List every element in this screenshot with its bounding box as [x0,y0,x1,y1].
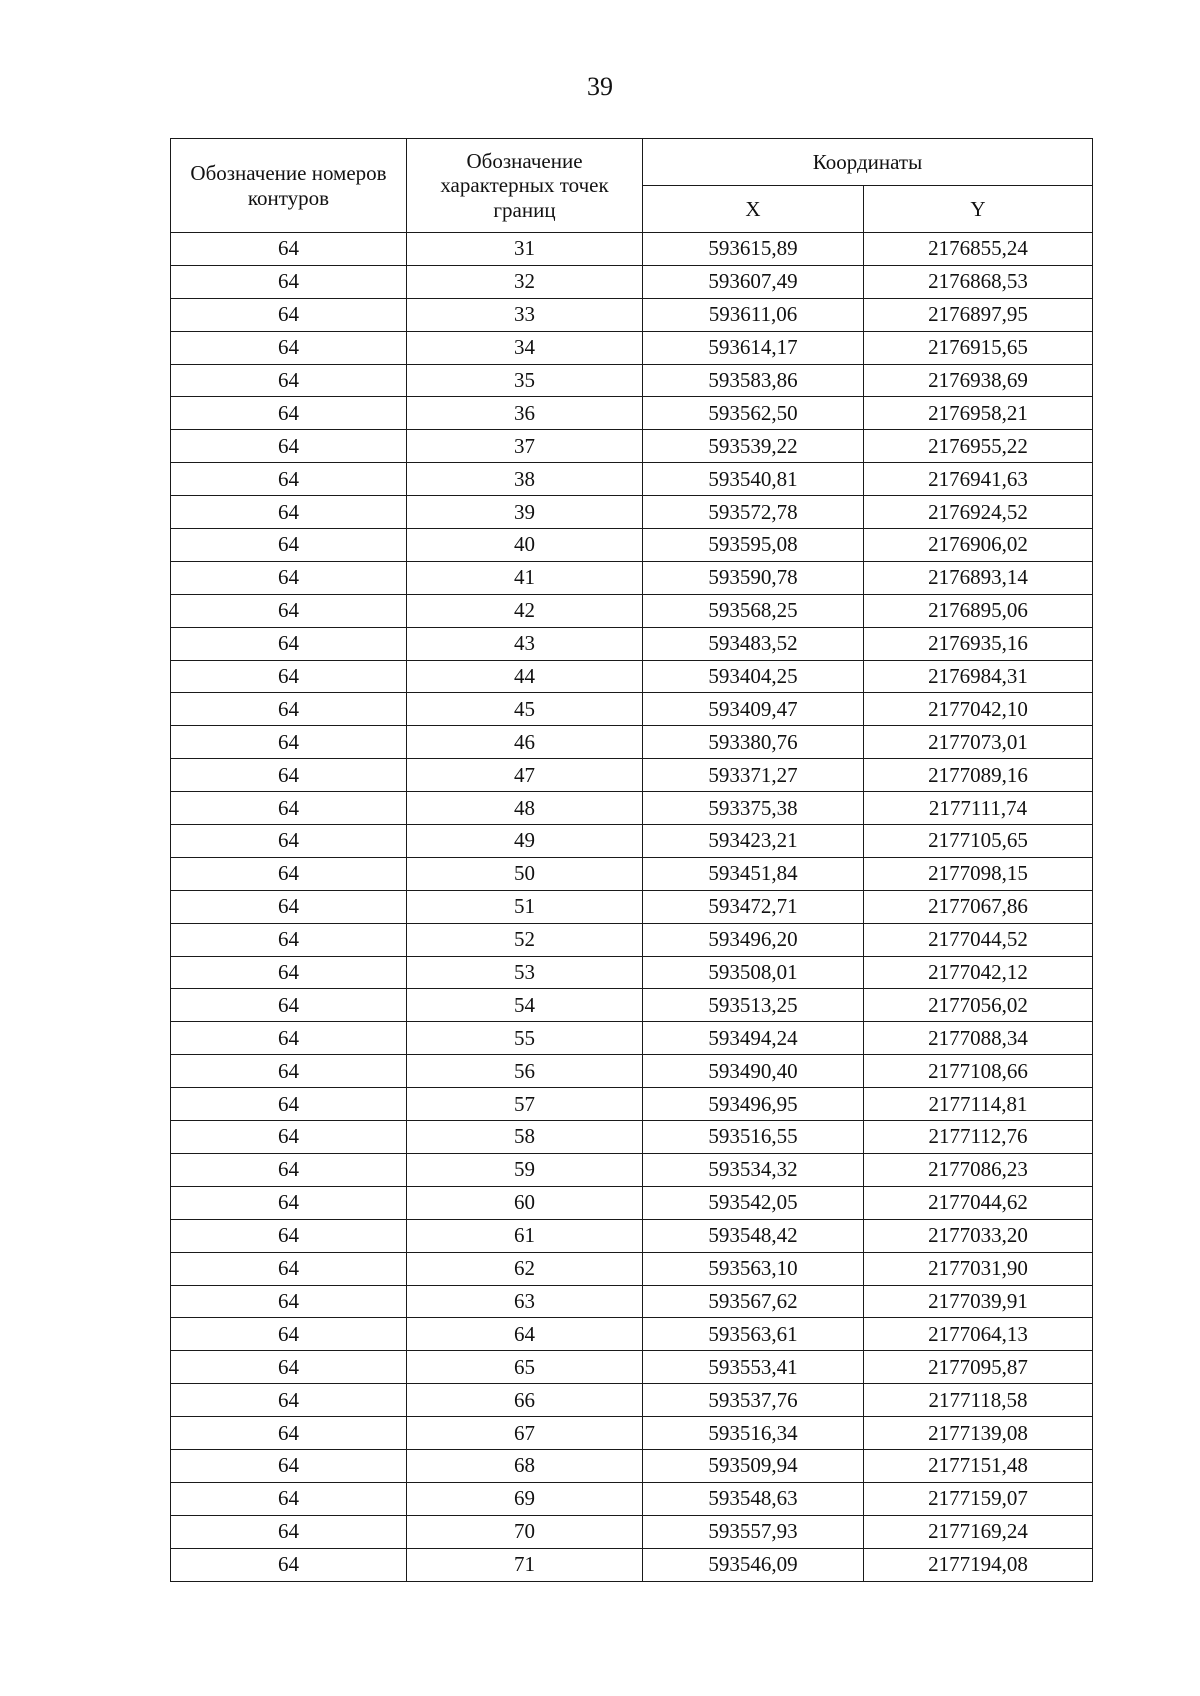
x-column-header: X [643,186,864,233]
contour-cell: 64 [171,857,407,890]
contour-cell: 64 [171,1186,407,1219]
y-coordinate-cell: 2177073,01 [864,726,1093,759]
table-row [171,759,1093,792]
point-cell: 41 [407,561,643,594]
contour-cell: 64 [171,1318,407,1351]
point-cell: 57 [407,1088,643,1121]
x-coordinate-cell: 593572,78 [643,496,864,529]
point-cell: 39 [407,496,643,529]
x-coordinate-cell: 593513,25 [643,989,864,1022]
table-row [171,463,1093,496]
point-cell: 33 [407,298,643,331]
x-coordinate-cell: 593546,09 [643,1548,864,1581]
y-coordinate-cell: 2177194,08 [864,1548,1093,1581]
contour-cell: 64 [171,989,407,1022]
table-row [171,956,1093,989]
y-coordinate-cell: 2177118,58 [864,1384,1093,1417]
x-coordinate-cell: 593567,62 [643,1285,864,1318]
point-cell: 61 [407,1219,643,1252]
table-row [171,857,1093,890]
contour-cell: 64 [171,265,407,298]
contour-cell: 64 [171,792,407,825]
y-coordinate-cell: 2177064,13 [864,1318,1093,1351]
table-row [171,989,1093,1022]
x-coordinate-cell: 593540,81 [643,463,864,496]
y-coordinate-cell: 2177089,16 [864,759,1093,792]
x-coordinate-cell: 593583,86 [643,364,864,397]
x-coordinate-cell: 593371,27 [643,759,864,792]
point-cell: 37 [407,430,643,463]
contour-column-header: Обозначение номеров контуров [171,139,407,233]
x-coordinate-cell: 593516,34 [643,1417,864,1450]
contour-cell: 64 [171,1285,407,1318]
y-coordinate-cell: 2177098,15 [864,857,1093,890]
y-column-header: Y [864,186,1093,233]
point-cell: 35 [407,364,643,397]
y-coordinate-cell: 2177159,07 [864,1482,1093,1515]
x-coordinate-cell: 593537,76 [643,1384,864,1417]
table-row [171,1318,1093,1351]
point-cell: 45 [407,693,643,726]
point-cell: 46 [407,726,643,759]
y-coordinate-cell: 2176955,22 [864,430,1093,463]
y-coordinate-cell: 2177112,76 [864,1121,1093,1154]
y-coordinate-cell: 2176958,21 [864,397,1093,430]
table-row [171,1219,1093,1252]
contour-cell: 64 [171,956,407,989]
contour-cell: 64 [171,233,407,266]
x-coordinate-cell: 593483,52 [643,627,864,660]
point-cell: 63 [407,1285,643,1318]
contour-cell: 64 [171,1121,407,1154]
point-cell: 64 [407,1318,643,1351]
y-coordinate-cell: 2177031,90 [864,1252,1093,1285]
point-cell: 43 [407,627,643,660]
x-coordinate-cell: 593380,76 [643,726,864,759]
contour-cell: 64 [171,397,407,430]
coordinates-header: Координаты [643,139,1093,186]
point-cell: 71 [407,1548,643,1581]
point-cell: 40 [407,529,643,562]
contour-cell: 64 [171,594,407,627]
contour-cell: 64 [171,496,407,529]
x-coordinate-cell: 593516,55 [643,1121,864,1154]
point-cell: 32 [407,265,643,298]
table-row [171,594,1093,627]
contour-cell: 64 [171,1055,407,1088]
y-coordinate-cell: 2177169,24 [864,1515,1093,1548]
point-cell: 62 [407,1252,643,1285]
y-coordinate-cell: 2176915,65 [864,331,1093,364]
table-body [171,233,1093,1582]
y-coordinate-cell: 2176893,14 [864,561,1093,594]
contour-cell: 64 [171,726,407,759]
y-coordinate-cell: 2176935,16 [864,627,1093,660]
table-row [171,265,1093,298]
table-row [171,397,1093,430]
contour-cell: 64 [171,627,407,660]
point-cell: 60 [407,1186,643,1219]
contour-cell: 64 [171,1482,407,1515]
y-coordinate-cell: 2176941,63 [864,463,1093,496]
y-coordinate-cell: 2177111,74 [864,792,1093,825]
y-coordinate-cell: 2176924,52 [864,496,1093,529]
contour-cell: 64 [171,1384,407,1417]
table-row [171,1186,1093,1219]
x-coordinate-cell: 593590,78 [643,561,864,594]
point-cell: 69 [407,1482,643,1515]
contour-cell: 64 [171,1022,407,1055]
point-cell: 44 [407,660,643,693]
table-row [171,1351,1093,1384]
point-cell: 54 [407,989,643,1022]
point-cell: 31 [407,233,643,266]
point-cell: 70 [407,1515,643,1548]
y-coordinate-cell: 2177042,12 [864,956,1093,989]
contour-cell: 64 [171,529,407,562]
x-coordinate-cell: 593563,10 [643,1252,864,1285]
x-coordinate-cell: 593496,95 [643,1088,864,1121]
point-cell: 42 [407,594,643,627]
contour-cell: 64 [171,1219,407,1252]
x-coordinate-cell: 593496,20 [643,923,864,956]
contour-cell: 64 [171,1252,407,1285]
y-coordinate-cell: 2176855,24 [864,233,1093,266]
contour-cell: 64 [171,1417,407,1450]
x-coordinate-cell: 593409,47 [643,693,864,726]
table-row [171,298,1093,331]
x-coordinate-cell: 593508,01 [643,956,864,989]
table-row [171,561,1093,594]
coordinates-table [170,138,1093,1582]
table-row [171,496,1093,529]
table-row [171,1088,1093,1121]
x-coordinate-cell: 593539,22 [643,430,864,463]
point-cell: 48 [407,792,643,825]
table-row [171,1515,1093,1548]
x-coordinate-cell: 593490,40 [643,1055,864,1088]
contour-cell: 64 [171,561,407,594]
y-coordinate-cell: 2177151,48 [864,1449,1093,1482]
table-row [171,825,1093,858]
x-coordinate-cell: 593615,89 [643,233,864,266]
y-coordinate-cell: 2177039,91 [864,1285,1093,1318]
table-row [171,1055,1093,1088]
contour-cell: 64 [171,1449,407,1482]
contour-cell: 64 [171,1548,407,1581]
x-coordinate-cell: 593375,38 [643,792,864,825]
x-coordinate-cell: 593494,24 [643,1022,864,1055]
table-row [171,693,1093,726]
y-coordinate-cell: 2177114,81 [864,1088,1093,1121]
x-coordinate-cell: 593404,25 [643,660,864,693]
point-cell: 51 [407,890,643,923]
point-cell: 59 [407,1153,643,1186]
contour-cell: 64 [171,890,407,923]
table-row [171,1153,1093,1186]
table-row [171,890,1093,923]
y-coordinate-cell: 2176938,69 [864,364,1093,397]
y-coordinate-cell: 2177086,23 [864,1153,1093,1186]
point-cell: 38 [407,463,643,496]
x-coordinate-cell: 593534,32 [643,1153,864,1186]
point-cell: 68 [407,1449,643,1482]
contour-cell: 64 [171,331,407,364]
contour-cell: 64 [171,660,407,693]
contour-cell: 64 [171,1351,407,1384]
x-coordinate-cell: 593451,84 [643,857,864,890]
y-coordinate-cell: 2176984,31 [864,660,1093,693]
contour-cell: 64 [171,923,407,956]
table-row [171,1252,1093,1285]
table-row [171,660,1093,693]
table-row [171,430,1093,463]
y-coordinate-cell: 2176897,95 [864,298,1093,331]
contour-cell: 64 [171,759,407,792]
point-column-header: Обозначение характерных точек границ [407,139,643,233]
table-row [171,1449,1093,1482]
table-row [171,331,1093,364]
y-coordinate-cell: 2177044,62 [864,1186,1093,1219]
table-header [171,139,1093,233]
contour-cell: 64 [171,364,407,397]
x-coordinate-cell: 593553,41 [643,1351,864,1384]
table-row [171,792,1093,825]
y-coordinate-cell: 2177105,65 [864,825,1093,858]
contour-cell: 64 [171,1153,407,1186]
x-coordinate-cell: 593472,71 [643,890,864,923]
table-row [171,1384,1093,1417]
contour-cell: 64 [171,1088,407,1121]
x-coordinate-cell: 593562,50 [643,397,864,430]
y-coordinate-cell: 2177108,66 [864,1055,1093,1088]
x-coordinate-cell: 593568,25 [643,594,864,627]
contour-cell: 64 [171,1515,407,1548]
y-coordinate-cell: 2177139,08 [864,1417,1093,1450]
point-cell: 58 [407,1121,643,1154]
table-row [171,923,1093,956]
y-coordinate-cell: 2177044,52 [864,923,1093,956]
x-coordinate-cell: 593595,08 [643,529,864,562]
x-coordinate-cell: 593563,61 [643,1318,864,1351]
point-cell: 34 [407,331,643,364]
table-row [171,1285,1093,1318]
point-cell: 65 [407,1351,643,1384]
point-cell: 36 [407,397,643,430]
table-row [171,1022,1093,1055]
table-row [171,233,1093,266]
point-cell: 50 [407,857,643,890]
contour-cell: 64 [171,298,407,331]
x-coordinate-cell: 593614,17 [643,331,864,364]
y-coordinate-cell: 2177088,34 [864,1022,1093,1055]
x-coordinate-cell: 593423,21 [643,825,864,858]
y-coordinate-cell: 2177033,20 [864,1219,1093,1252]
x-coordinate-cell: 593548,42 [643,1219,864,1252]
x-coordinate-cell: 593611,06 [643,298,864,331]
contour-cell: 64 [171,825,407,858]
point-cell: 67 [407,1417,643,1450]
point-cell: 53 [407,956,643,989]
y-coordinate-cell: 2177056,02 [864,989,1093,1022]
point-cell: 56 [407,1055,643,1088]
point-cell: 55 [407,1022,643,1055]
table-row [171,1482,1093,1515]
table-row [171,529,1093,562]
table-row [171,627,1093,660]
x-coordinate-cell: 593557,93 [643,1515,864,1548]
contour-cell: 64 [171,430,407,463]
point-cell: 52 [407,923,643,956]
table-row [171,1417,1093,1450]
x-coordinate-cell: 593548,63 [643,1482,864,1515]
y-coordinate-cell: 2176906,02 [864,529,1093,562]
y-coordinate-cell: 2177042,10 [864,693,1093,726]
table-row [171,1121,1093,1154]
y-coordinate-cell: 2176895,06 [864,594,1093,627]
table-row [171,1548,1093,1581]
table-row [171,364,1093,397]
point-cell: 47 [407,759,643,792]
y-coordinate-cell: 2177067,86 [864,890,1093,923]
contour-cell: 64 [171,463,407,496]
x-coordinate-cell: 593542,05 [643,1186,864,1219]
x-coordinate-cell: 593607,49 [643,265,864,298]
contour-cell: 64 [171,693,407,726]
x-coordinate-cell: 593509,94 [643,1449,864,1482]
y-coordinate-cell: 2176868,53 [864,265,1093,298]
point-cell: 66 [407,1384,643,1417]
table-row [171,726,1093,759]
page-number: 39 [587,72,613,101]
y-coordinate-cell: 2177095,87 [864,1351,1093,1384]
point-cell: 49 [407,825,643,858]
